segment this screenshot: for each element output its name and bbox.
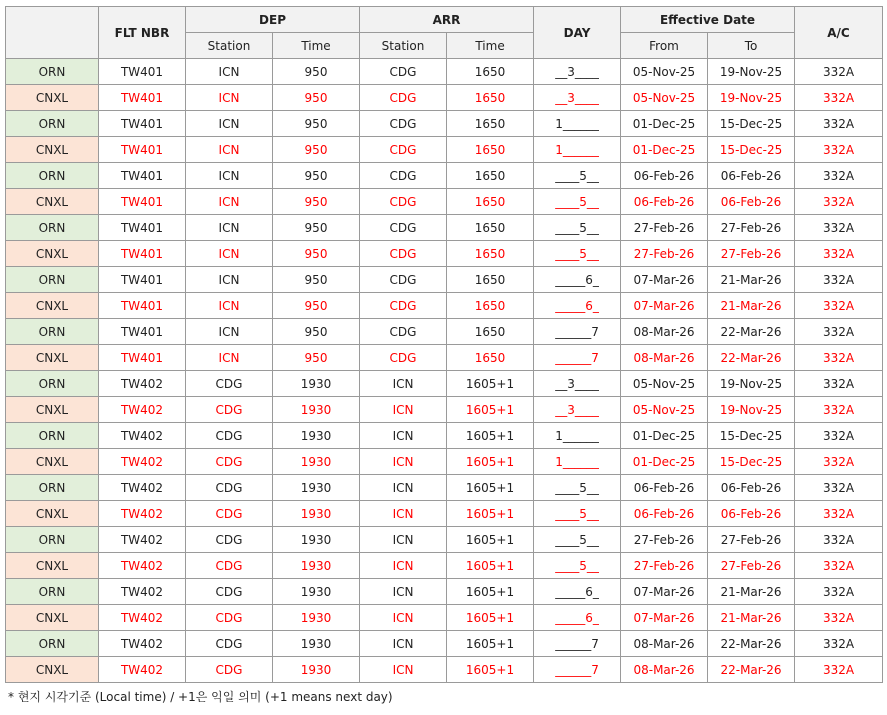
status-cell: CNXL [6, 189, 99, 215]
day-pattern-cell: ____5__ [534, 527, 621, 553]
table-row [6, 59, 883, 85]
effective-from-cell: 08-Mar-26 [621, 657, 708, 683]
effective-from-cell: 08-Mar-26 [621, 345, 708, 371]
effective-from-cell: 06-Feb-26 [621, 189, 708, 215]
status-cell: CNXL [6, 345, 99, 371]
status-cell: CNXL [6, 501, 99, 527]
day-pattern-cell: ______7 [534, 631, 621, 657]
flight-number-cell: TW401 [99, 163, 186, 189]
status-cell: CNXL [6, 657, 99, 683]
arr-time-cell: 1605+1 [447, 397, 534, 423]
flight-number-cell: TW401 [99, 267, 186, 293]
flight-number-cell: TW401 [99, 241, 186, 267]
flight-number-cell: TW402 [99, 605, 186, 631]
effective-to-cell: 15-Dec-25 [708, 449, 795, 475]
status-cell: ORN [6, 475, 99, 501]
flight-number-cell: TW402 [99, 631, 186, 657]
effective-from-cell: 08-Mar-26 [621, 319, 708, 345]
dep-time-cell: 1930 [273, 631, 360, 657]
aircraft-cell: 332A [795, 319, 883, 345]
flight-number-cell: TW401 [99, 111, 186, 137]
dep-station-cell: ICN [186, 111, 273, 137]
table-row [6, 267, 883, 293]
dep-time-cell: 950 [273, 59, 360, 85]
arr-station-cell: ICN [360, 449, 447, 475]
arr-station-cell: ICN [360, 501, 447, 527]
arr-station-cell: CDG [360, 215, 447, 241]
effective-to-cell: 19-Nov-25 [708, 397, 795, 423]
effective-to-cell: 21-Mar-26 [708, 605, 795, 631]
arr-station-cell: ICN [360, 579, 447, 605]
table-row [6, 657, 883, 683]
effective-to-cell: 06-Feb-26 [708, 163, 795, 189]
aircraft-cell: 332A [795, 189, 883, 215]
flight-number-cell: TW402 [99, 449, 186, 475]
arr-time-cell: 1650 [447, 215, 534, 241]
dep-station-cell: ICN [186, 241, 273, 267]
arr-time-cell: 1605+1 [447, 371, 534, 397]
dep-station-cell: CDG [186, 527, 273, 553]
flight-number-cell: TW402 [99, 501, 186, 527]
arr-time-cell: 1650 [447, 189, 534, 215]
table-row [6, 449, 883, 475]
flight-number-cell: TW402 [99, 527, 186, 553]
status-cell: CNXL [6, 449, 99, 475]
arr-station-cell: CDG [360, 319, 447, 345]
aircraft-cell: 332A [795, 371, 883, 397]
table-header [6, 7, 883, 59]
flight-number-cell: TW401 [99, 345, 186, 371]
table-row [6, 319, 883, 345]
effective-to-cell: 19-Nov-25 [708, 371, 795, 397]
day-pattern-cell: 1______ [534, 111, 621, 137]
effective-to-cell: 22-Mar-26 [708, 631, 795, 657]
ac-header: A/C [795, 7, 883, 59]
flight-number-cell: TW402 [99, 579, 186, 605]
effective-to-cell: 27-Feb-26 [708, 215, 795, 241]
arr-time-cell: 1605+1 [447, 527, 534, 553]
arr-time-cell: 1650 [447, 293, 534, 319]
arr-time-cell: 1605+1 [447, 423, 534, 449]
dep-time-cell: 1930 [273, 423, 360, 449]
status-cell: CNXL [6, 553, 99, 579]
dep-station-cell: ICN [186, 59, 273, 85]
effective-to-cell: 06-Feb-26 [708, 501, 795, 527]
effective-from-cell: 08-Mar-26 [621, 631, 708, 657]
aircraft-cell: 332A [795, 553, 883, 579]
arr-time-cell: 1605+1 [447, 605, 534, 631]
table-row [6, 553, 883, 579]
dep-time-cell: 1930 [273, 501, 360, 527]
effective-to-cell: 15-Dec-25 [708, 423, 795, 449]
day-pattern-cell: __3____ [534, 59, 621, 85]
table-row [6, 631, 883, 657]
flight-number-cell: TW402 [99, 657, 186, 683]
dep-time-header: Time [273, 33, 360, 59]
dep-time-cell: 950 [273, 267, 360, 293]
day-pattern-cell: _____6_ [534, 293, 621, 319]
arr-station-cell: ICN [360, 423, 447, 449]
dep-station-cell: CDG [186, 501, 273, 527]
effective-from-cell: 27-Feb-26 [621, 527, 708, 553]
effective-from-cell: 27-Feb-26 [621, 241, 708, 267]
effective-to-cell: 21-Mar-26 [708, 267, 795, 293]
status-cell: ORN [6, 631, 99, 657]
aircraft-cell: 332A [795, 657, 883, 683]
dep-time-cell: 950 [273, 85, 360, 111]
arr-time-cell: 1605+1 [447, 631, 534, 657]
arr-time-cell: 1650 [447, 319, 534, 345]
table-row [6, 189, 883, 215]
table-row [6, 163, 883, 189]
status-cell: CNXL [6, 241, 99, 267]
aircraft-cell: 332A [795, 111, 883, 137]
status-cell: ORN [6, 319, 99, 345]
dep-station-header: Station [186, 33, 273, 59]
schedule-table [5, 6, 883, 683]
effective-from-cell: 27-Feb-26 [621, 553, 708, 579]
status-cell: CNXL [6, 397, 99, 423]
flight-number-cell: TW401 [99, 137, 186, 163]
to-header: To [708, 33, 795, 59]
arr-station-cell: CDG [360, 85, 447, 111]
dep-time-cell: 950 [273, 163, 360, 189]
effective-from-cell: 06-Feb-26 [621, 163, 708, 189]
table-body [6, 59, 883, 683]
effective-to-cell: 21-Mar-26 [708, 579, 795, 605]
dep-time-cell: 950 [273, 241, 360, 267]
effective-to-cell: 22-Mar-26 [708, 319, 795, 345]
arr-time-cell: 1650 [447, 111, 534, 137]
dep-time-cell: 950 [273, 189, 360, 215]
header-row-top [6, 7, 883, 33]
effective-to-cell: 19-Nov-25 [708, 85, 795, 111]
effective-to-cell: 27-Feb-26 [708, 553, 795, 579]
dep-time-cell: 1930 [273, 475, 360, 501]
table-row [6, 111, 883, 137]
effective-to-cell: 27-Feb-26 [708, 241, 795, 267]
aircraft-cell: 332A [795, 579, 883, 605]
dep-station-cell: ICN [186, 319, 273, 345]
day-pattern-cell: 1______ [534, 449, 621, 475]
effective-from-cell: 05-Nov-25 [621, 371, 708, 397]
arr-station-cell: CDG [360, 345, 447, 371]
dep-station-cell: ICN [186, 137, 273, 163]
dep-time-cell: 1930 [273, 527, 360, 553]
day-pattern-cell: ______7 [534, 319, 621, 345]
aircraft-cell: 332A [795, 137, 883, 163]
arr-station-cell: ICN [360, 371, 447, 397]
dep-station-cell: ICN [186, 345, 273, 371]
status-cell: ORN [6, 527, 99, 553]
arr-station-cell: CDG [360, 267, 447, 293]
status-cell: CNXL [6, 605, 99, 631]
effective-from-cell: 07-Mar-26 [621, 605, 708, 631]
aircraft-cell: 332A [795, 501, 883, 527]
day-pattern-cell: ____5__ [534, 501, 621, 527]
flight-number-cell: TW402 [99, 371, 186, 397]
effective-to-cell: 21-Mar-26 [708, 293, 795, 319]
dep-time-cell: 1930 [273, 553, 360, 579]
day-pattern-cell: __3____ [534, 371, 621, 397]
aircraft-cell: 332A [795, 59, 883, 85]
dep-station-cell: CDG [186, 605, 273, 631]
arr-station-cell: ICN [360, 553, 447, 579]
arr-station-cell: CDG [360, 241, 447, 267]
day-pattern-cell: _____6_ [534, 605, 621, 631]
flight-number-cell: TW402 [99, 423, 186, 449]
dep-station-cell: ICN [186, 189, 273, 215]
effective-from-cell: 01-Dec-25 [621, 423, 708, 449]
table-row [6, 371, 883, 397]
flight-number-cell: TW401 [99, 215, 186, 241]
dep-time-cell: 1930 [273, 371, 360, 397]
flt-nbr-header: FLT NBR [99, 7, 186, 59]
effective-from-cell: 05-Nov-25 [621, 59, 708, 85]
dep-time-cell: 1930 [273, 605, 360, 631]
table-row [6, 527, 883, 553]
effective-from-cell: 27-Feb-26 [621, 215, 708, 241]
table-row [6, 579, 883, 605]
day-pattern-cell: ____5__ [534, 163, 621, 189]
effective-date-header: Effective Date [621, 7, 795, 33]
day-pattern-cell: ____5__ [534, 241, 621, 267]
arr-station-cell: CDG [360, 293, 447, 319]
arr-station-cell: ICN [360, 657, 447, 683]
day-header: DAY [534, 7, 621, 59]
arr-time-cell: 1605+1 [447, 501, 534, 527]
dep-time-cell: 1930 [273, 397, 360, 423]
dep-time-cell: 950 [273, 345, 360, 371]
effective-to-cell: 15-Dec-25 [708, 111, 795, 137]
aircraft-cell: 332A [795, 215, 883, 241]
flight-number-cell: TW401 [99, 319, 186, 345]
effective-from-cell: 06-Feb-26 [621, 501, 708, 527]
from-header: From [621, 33, 708, 59]
arr-time-cell: 1605+1 [447, 449, 534, 475]
table-row [6, 423, 883, 449]
dep-time-cell: 1930 [273, 657, 360, 683]
arr-station-cell: ICN [360, 397, 447, 423]
flight-number-cell: TW402 [99, 475, 186, 501]
day-pattern-cell: 1______ [534, 137, 621, 163]
day-pattern-cell: ______7 [534, 345, 621, 371]
dep-station-cell: CDG [186, 631, 273, 657]
dep-station-cell: ICN [186, 163, 273, 189]
effective-from-cell: 05-Nov-25 [621, 85, 708, 111]
effective-from-cell: 07-Mar-26 [621, 267, 708, 293]
day-pattern-cell: ______7 [534, 657, 621, 683]
effective-from-cell: 05-Nov-25 [621, 397, 708, 423]
flight-number-cell: TW402 [99, 397, 186, 423]
dep-station-cell: CDG [186, 553, 273, 579]
arr-time-cell: 1650 [447, 241, 534, 267]
table-row [6, 293, 883, 319]
status-cell: CNXL [6, 137, 99, 163]
day-pattern-cell: ____5__ [534, 215, 621, 241]
status-cell: ORN [6, 267, 99, 293]
effective-to-cell: 15-Dec-25 [708, 137, 795, 163]
dep-station-cell: CDG [186, 371, 273, 397]
table-row [6, 137, 883, 163]
table-row [6, 215, 883, 241]
dep-time-cell: 950 [273, 215, 360, 241]
aircraft-cell: 332A [795, 397, 883, 423]
aircraft-cell: 332A [795, 605, 883, 631]
table-row [6, 345, 883, 371]
flight-number-cell: TW401 [99, 293, 186, 319]
aircraft-cell: 332A [795, 85, 883, 111]
status-cell: ORN [6, 59, 99, 85]
arr-time-cell: 1605+1 [447, 553, 534, 579]
arr-station-cell: CDG [360, 111, 447, 137]
arr-station-cell: ICN [360, 527, 447, 553]
arr-time-cell: 1650 [447, 59, 534, 85]
aircraft-cell: 332A [795, 475, 883, 501]
dep-time-cell: 950 [273, 319, 360, 345]
dep-station-cell: CDG [186, 579, 273, 605]
dep-time-cell: 950 [273, 293, 360, 319]
day-pattern-cell: ____5__ [534, 475, 621, 501]
flight-number-cell: TW401 [99, 59, 186, 85]
aircraft-cell: 332A [795, 345, 883, 371]
day-pattern-cell: _____6_ [534, 579, 621, 605]
arr-time-cell: 1605+1 [447, 579, 534, 605]
effective-from-cell: 07-Mar-26 [621, 293, 708, 319]
footnote: * 현지 시각기준 (Local time) / +1은 익일 의미 (+1 means next day) [8, 690, 393, 704]
dep-station-cell: ICN [186, 293, 273, 319]
effective-from-cell: 01-Dec-25 [621, 137, 708, 163]
dep-station-cell: ICN [186, 267, 273, 293]
dep-station-cell: CDG [186, 475, 273, 501]
aircraft-cell: 332A [795, 449, 883, 475]
aircraft-cell: 332A [795, 241, 883, 267]
day-pattern-cell: 1______ [534, 423, 621, 449]
day-pattern-cell: __3____ [534, 85, 621, 111]
dep-time-cell: 950 [273, 111, 360, 137]
effective-from-cell: 06-Feb-26 [621, 475, 708, 501]
dep-time-cell: 950 [273, 137, 360, 163]
effective-from-cell: 01-Dec-25 [621, 111, 708, 137]
arr-time-cell: 1650 [447, 137, 534, 163]
arr-station-cell: CDG [360, 163, 447, 189]
effective-to-cell: 06-Feb-26 [708, 475, 795, 501]
aircraft-cell: 332A [795, 293, 883, 319]
status-cell: ORN [6, 423, 99, 449]
arr-time-cell: 1605+1 [447, 475, 534, 501]
dep-station-cell: CDG [186, 657, 273, 683]
effective-to-cell: 19-Nov-25 [708, 59, 795, 85]
day-pattern-cell: _____6_ [534, 267, 621, 293]
status-cell: CNXL [6, 293, 99, 319]
table-row [6, 475, 883, 501]
flight-number-cell: TW401 [99, 85, 186, 111]
dep-header: DEP [186, 7, 360, 33]
dep-station-cell: ICN [186, 85, 273, 111]
effective-from-cell: 01-Dec-25 [621, 449, 708, 475]
dep-station-cell: CDG [186, 397, 273, 423]
arr-station-cell: ICN [360, 631, 447, 657]
table-row [6, 241, 883, 267]
day-pattern-cell: ____5__ [534, 189, 621, 215]
status-cell: CNXL [6, 85, 99, 111]
aircraft-cell: 332A [795, 423, 883, 449]
status-cell: ORN [6, 163, 99, 189]
day-pattern-cell: ____5__ [534, 553, 621, 579]
effective-to-cell: 27-Feb-26 [708, 527, 795, 553]
arr-time-cell: 1650 [447, 163, 534, 189]
status-header [6, 7, 99, 59]
arr-station-cell: ICN [360, 605, 447, 631]
arr-station-cell: ICN [360, 475, 447, 501]
effective-from-cell: 07-Mar-26 [621, 579, 708, 605]
arr-time-cell: 1605+1 [447, 657, 534, 683]
table-row [6, 501, 883, 527]
flight-number-cell: TW402 [99, 553, 186, 579]
dep-time-cell: 1930 [273, 449, 360, 475]
arr-station-cell: CDG [360, 137, 447, 163]
arr-time-cell: 1650 [447, 345, 534, 371]
status-cell: ORN [6, 579, 99, 605]
table-row [6, 85, 883, 111]
status-cell: ORN [6, 215, 99, 241]
arr-header: ARR [360, 7, 534, 33]
status-cell: ORN [6, 371, 99, 397]
aircraft-cell: 332A [795, 527, 883, 553]
arr-time-cell: 1650 [447, 267, 534, 293]
dep-station-cell: ICN [186, 215, 273, 241]
aircraft-cell: 332A [795, 631, 883, 657]
arr-station-cell: CDG [360, 189, 447, 215]
arr-time-header: Time [447, 33, 534, 59]
aircraft-cell: 332A [795, 267, 883, 293]
dep-station-cell: CDG [186, 423, 273, 449]
effective-to-cell: 06-Feb-26 [708, 189, 795, 215]
flight-number-cell: TW401 [99, 189, 186, 215]
arr-time-cell: 1650 [447, 85, 534, 111]
table-row [6, 397, 883, 423]
status-cell: ORN [6, 111, 99, 137]
table-row [6, 605, 883, 631]
arr-station-cell: CDG [360, 59, 447, 85]
dep-time-cell: 1930 [273, 579, 360, 605]
effective-to-cell: 22-Mar-26 [708, 345, 795, 371]
day-pattern-cell: __3____ [534, 397, 621, 423]
dep-station-cell: CDG [186, 449, 273, 475]
effective-to-cell: 22-Mar-26 [708, 657, 795, 683]
aircraft-cell: 332A [795, 163, 883, 189]
arr-station-header: Station [360, 33, 447, 59]
